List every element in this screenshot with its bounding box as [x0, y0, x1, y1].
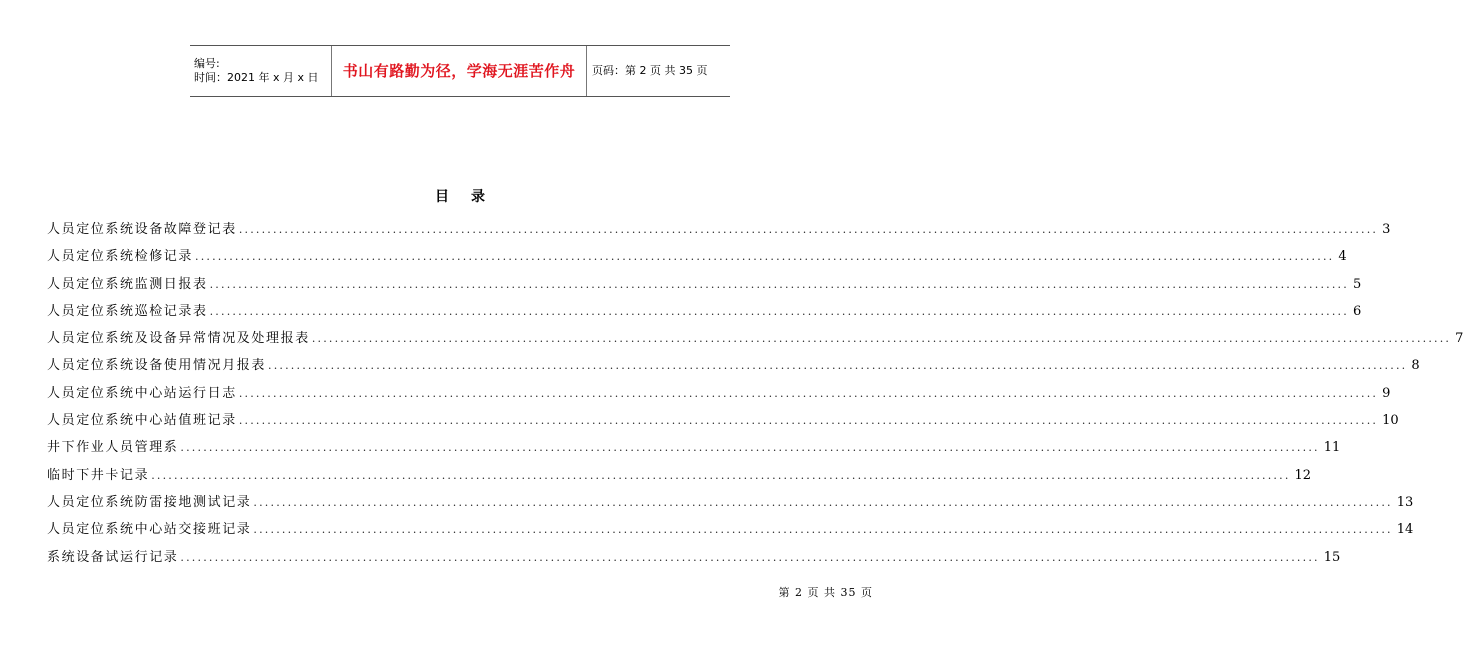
toc-entry-page: 9	[1382, 385, 1391, 401]
toc-dot-leader: ........................................................................................................................................................................................................	[238, 386, 1379, 400]
toc-entry-label: 人员定位系统巡检记录表	[47, 303, 208, 319]
toc-entry[interactable]	[47, 491, 1414, 518]
toc-entry-page: 8	[1411, 358, 1420, 374]
motto-text: 书山有路勤为径，学海无涯苦作舟	[342, 62, 576, 80]
toc-entry[interactable]	[47, 518, 1414, 545]
toc-dot-leader: ........................................................................................................................................................................................................	[195, 250, 1335, 264]
toc-entry[interactable]	[47, 245, 1347, 272]
header-motto-cell	[331, 46, 587, 96]
toc-entry-page: 13	[1396, 494, 1414, 510]
footer-page-info: 第 2 页 共 35 页	[778, 586, 873, 599]
toc-entry-label: 人员定位系统监测日报表	[47, 276, 208, 292]
toc-entry-label: 人员定位系统防雷接地测试记录	[47, 494, 252, 510]
toc-dot-leader: ........................................................................................................................................................................................................	[311, 332, 1452, 346]
toc-entry-label: 人员定位系统中心站值班记录	[47, 413, 237, 429]
toc-entry-page: 15	[1323, 549, 1341, 565]
toc-entry[interactable]	[47, 436, 1341, 463]
toc-dot-leader: ........................................................................................................................................................................................................	[180, 441, 1320, 455]
toc-entry-page: 14	[1396, 522, 1414, 538]
toc-entry-page: 10	[1382, 413, 1399, 429]
toc-entry-label: 临时下井卡记录	[47, 467, 150, 483]
toc-entry[interactable]	[47, 300, 1362, 327]
toc-dot-leader: ........................................................................................................................................................................................................	[151, 468, 1291, 482]
toc-entry[interactable]	[47, 382, 1391, 409]
toc-entry[interactable]	[47, 354, 1420, 381]
toc-entry-label: 井下作业人员管理系	[47, 440, 179, 456]
toc-entry[interactable]	[47, 273, 1362, 300]
toc-entry-page: 5	[1352, 276, 1362, 292]
toc-dot-leader: ........................................................................................................................................................................................................	[180, 550, 1320, 564]
toc-entry-page: 3	[1382, 222, 1391, 237]
toc-entry-page: 7	[1455, 331, 1463, 347]
document-date-label: 时间：2021 年 x 月 x 日	[194, 71, 319, 84]
toc-entry-page: 6	[1352, 303, 1362, 319]
toc-entry[interactable]	[47, 327, 1463, 354]
toc-entry-label: 人员定位系统及设备异常情况及处理报表	[47, 331, 310, 347]
toc-entry[interactable]	[47, 409, 1399, 436]
toc-dot-leader: ........................................................................................................................................................................................................	[238, 414, 1379, 428]
toc-entry-label: 人员定位系统中心站运行日志	[47, 385, 237, 401]
table-of-contents	[47, 218, 1463, 573]
header-page-label: 页码：第 2 页 共 35 页	[592, 64, 708, 77]
toc-dot-leader: ........................................................................................................................................................................................................	[253, 523, 1393, 537]
toc-dot-leader: ........................................................................................................................................................................................................	[238, 223, 1379, 236]
toc-entry-label: 人员定位系统设备使用情况月报表	[47, 358, 267, 374]
toc-dot-leader: ........................................................................................................................................................................................................	[209, 304, 1349, 318]
toc-dot-leader: ........................................................................................................................................................................................................	[209, 277, 1349, 291]
toc-entry-label: 系统设备试运行记录	[47, 549, 179, 565]
toc-entry-label: 人员定位系统中心站交接班记录	[47, 522, 252, 538]
toc-entry-page: 4	[1338, 249, 1347, 265]
toc-title: 目录	[435, 189, 507, 205]
toc-dot-leader: ........................................................................................................................................................................................................	[253, 495, 1393, 509]
toc-entry[interactable]	[47, 218, 1391, 245]
toc-entry-label: 人员定位系统设备故障登记表	[47, 222, 237, 237]
header-meta	[190, 46, 331, 96]
toc-dot-leader: ........................................................................................................................................................................................................	[268, 359, 1408, 373]
toc-entry-page: 12	[1294, 467, 1312, 483]
document-number-label: 编号:	[194, 57, 220, 70]
toc-entry[interactable]	[47, 464, 1312, 491]
header-page-cell	[587, 46, 730, 96]
toc-entry-label: 人员定位系统检修记录	[47, 249, 194, 265]
toc-entry-page: 11	[1323, 440, 1341, 456]
toc-entry[interactable]	[47, 546, 1341, 573]
document-header	[190, 45, 730, 97]
